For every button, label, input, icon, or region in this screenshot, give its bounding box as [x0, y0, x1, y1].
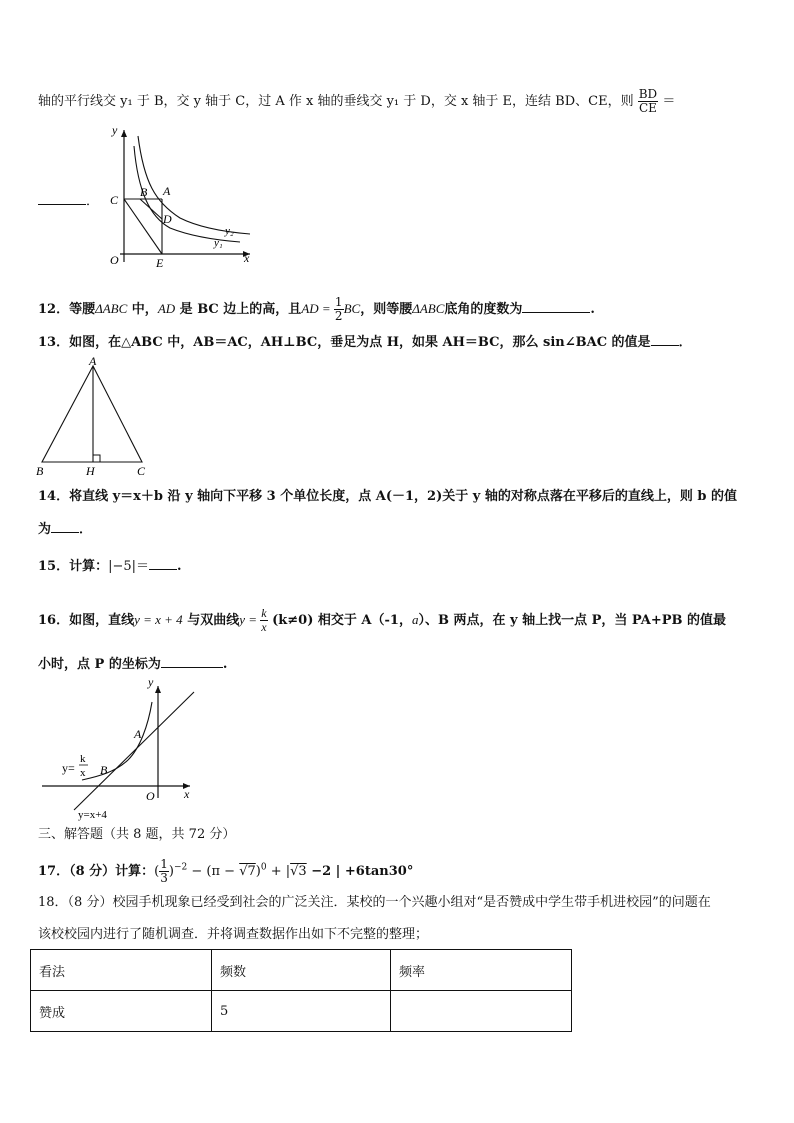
q13-figure [34, 356, 150, 480]
q11-label-A: A [163, 184, 171, 198]
table-cell [391, 991, 572, 1032]
q16-figure [40, 680, 200, 822]
q18-table [30, 949, 572, 1032]
q16-label-O: O [146, 789, 155, 803]
q11-label-O: O [110, 253, 119, 267]
q11-label-y: y [112, 123, 118, 137]
q13-label-C: C [137, 464, 146, 478]
q18-line1 [38, 894, 711, 912]
q13-end: ． [678, 335, 692, 350]
q16-end: . [222, 657, 228, 672]
q11-answer-blank[interactable] [38, 192, 86, 205]
q11-label-C: C [110, 193, 119, 207]
q13-answer-blank[interactable] [651, 333, 679, 346]
q15-expr: |−5|＝ [108, 559, 150, 574]
q15-line [38, 557, 182, 576]
q16-cond: (k≠0) 相交于 A（-1， [267, 613, 412, 628]
q16-line2-text: 小时，点 P 的坐标为 [38, 657, 161, 672]
q12-answer-blank[interactable] [522, 300, 590, 313]
q17-frac-num: 1 [160, 857, 168, 871]
q16-a: a [411, 612, 419, 627]
q15-answer-blank[interactable] [149, 557, 177, 570]
q16-hyp-label-num: k [80, 753, 86, 765]
q11-label-x: x [244, 251, 250, 265]
q14-line1 [38, 488, 737, 506]
q12-mid3: ，则等腰 [360, 302, 413, 317]
q11-label-y1: y₁ [214, 237, 223, 249]
q16-hyperbola [82, 702, 152, 780]
q17-close: ) [255, 864, 261, 879]
q18-line2 [38, 926, 428, 944]
q16-rest: ）、B 两点，在 y 轴上找一点 P，当 PA+PB 的值最 [418, 613, 726, 628]
table-header-cell: 频率 [391, 950, 572, 991]
q12-eq-lhs: AD = [301, 301, 334, 316]
q18-text1: 18．（8 分）校园手机现象已经受到社会的广泛关注．某校的一个兴趣小组对“是否赞成中学生带手机进校园”的问题在 [38, 895, 711, 910]
table-header-cell: 看法 [31, 950, 212, 991]
table-cell: 5 [212, 991, 391, 1032]
q18-text2: 该校校园内进行了随机调查．并将调查数据作出如下不完整的整理； [38, 927, 429, 942]
q11-line1 [38, 88, 675, 115]
q16-hyp-lhs: y = [239, 612, 261, 627]
table-row [31, 991, 572, 1032]
q17-mid: − (π − [187, 864, 240, 879]
q11-line-CE [124, 199, 162, 254]
q11-frac-num: BD [638, 87, 658, 101]
q14-answer-blank[interactable] [51, 520, 79, 533]
q12-eq-rhs: BC [343, 301, 361, 316]
q12-end: . [590, 302, 595, 317]
q11-fraction [638, 88, 658, 115]
q11-equals: ＝ [662, 94, 676, 109]
q17-frac-den: 3 [160, 871, 168, 885]
q11-line-BD [140, 199, 162, 219]
q11-y-arrow [121, 130, 127, 137]
q16-hyp-label-lhs: y= [62, 761, 75, 775]
q16-fraction [260, 607, 267, 634]
q11-label-E: E [156, 256, 164, 270]
q12-mid1: 中， [127, 302, 158, 317]
q15-end: . [177, 559, 182, 574]
q13-label-A: A [89, 356, 97, 368]
q12-triangle: ΔABC [95, 301, 128, 316]
section-3-text: 三、解答题（共 8 题，共 72 分） [38, 827, 236, 842]
q12-triangle2: ΔABC [412, 301, 445, 316]
q12-tail: 底角的度数为 [444, 302, 523, 317]
section-3-heading [38, 826, 235, 844]
q16-line-eq: y = x + 4 [134, 612, 183, 627]
q11-text: 轴的平行线交 y₁ 于 B，交 y 轴于 C，过 A 作 x 轴的垂线交 y₁ 于 D，交 x 轴于 E，连结 BD、CE，则 [38, 94, 634, 109]
q16-line-label: y=x+4 [78, 809, 107, 821]
table-header-cell: 频数 [212, 950, 391, 991]
q16-hyp-label-den: x [80, 767, 86, 779]
q11-label-y2: y₂ [225, 225, 234, 237]
q15-prefix: 15．计算： [38, 559, 109, 574]
q13-line [38, 333, 692, 352]
q17-tail: −2 | +6tan30° [306, 864, 414, 879]
q14-text: 14．将直线 y＝x＋b 沿 y 轴向下平移 3 个单位长度，点 A(－1，2)关于 y 轴的对称点落在平移后的直线上，则 b 的值 [38, 489, 737, 504]
q12-line [38, 296, 595, 323]
q16-line2 [38, 655, 227, 674]
q12-frac-num: 1 [334, 295, 343, 309]
q12-ad: AD [157, 301, 176, 316]
q17-plus: + | [266, 864, 291, 879]
q16-prefix: 16．如图，直线 [38, 613, 135, 628]
q16-frac-den: x [261, 620, 267, 634]
q13-triangle [42, 366, 142, 462]
q11-frac-den: CE [638, 101, 657, 115]
q16-line1 [38, 607, 726, 634]
q16-frac-num: k [261, 606, 267, 620]
q11-label-D: D [163, 212, 172, 226]
q16-label-A: A [134, 727, 142, 741]
q16-y-arrow [155, 686, 161, 693]
q14-line2-text: 为 [38, 522, 52, 537]
q17-line [38, 858, 413, 885]
q13-label-H: H [86, 464, 95, 478]
q11-curve-y2 [138, 136, 250, 234]
q13-label-B: B [36, 464, 44, 478]
table-cell: 赞成 [31, 991, 212, 1032]
q17-sqrt3: √3 [290, 864, 307, 879]
table-header-row [31, 950, 572, 991]
q13-text: 13．如图，在△ABC 中，AB＝AC，AH⊥BC，垂足为点 H，如果 AH＝BC，那么 sin∠BAC 的值是 [38, 335, 651, 350]
q16-answer-blank[interactable] [161, 655, 223, 668]
q14-end: ． [79, 522, 93, 537]
q17-prefix: 17．（8 分）计算： [38, 864, 155, 879]
q11-end: ． [86, 194, 100, 209]
q16-label-B: B [100, 763, 108, 777]
q16-mid: 与双曲线 [182, 613, 240, 628]
q17-sqrt7: √7 [239, 864, 256, 879]
q16-line [74, 692, 194, 810]
q12-prefix: 12．等腰 [38, 302, 96, 317]
q11-figure [100, 122, 260, 270]
q17-fraction [159, 858, 169, 885]
q12-frac-den: 2 [334, 309, 343, 323]
q11-answer-line [38, 192, 99, 211]
q12-mid2: 是 BC 边上的高，且 [175, 302, 302, 317]
q12-fraction [334, 296, 344, 323]
q16-label-x: x [184, 787, 190, 801]
q17-expr: ( $\frac{1}{3}$ )$^{-2} - (\pi - √7)^0 + |√3$ [154, 857, 307, 885]
q14-line2 [38, 520, 92, 539]
q16-label-y: y [148, 680, 154, 689]
q17-exp0: 0 [260, 862, 267, 873]
q13-right-angle [93, 455, 100, 462]
q11-label-B: B [140, 185, 148, 199]
q17-exp1: −2 [173, 862, 188, 873]
